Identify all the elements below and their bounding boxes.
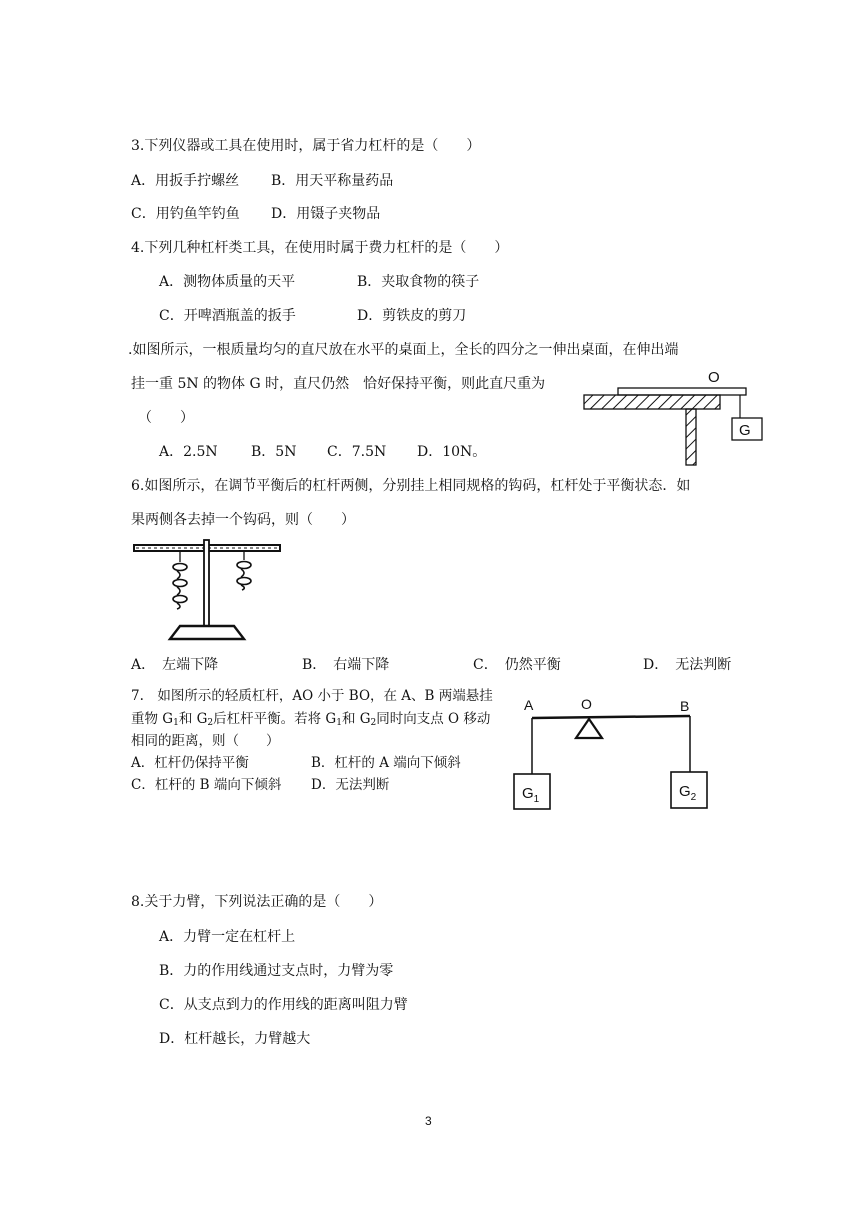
q5-option-b: B．5N — [251, 444, 297, 460]
q8-stem: 8.关于力臂，下列说法正确的是（ ） — [131, 894, 383, 910]
q5-option-a: A．2.5N — [159, 444, 218, 460]
q3-option-d: D．用镊子夹物品 — [271, 206, 381, 222]
q7-option-d: D．无法判断 — [311, 777, 390, 793]
label-o: O — [581, 696, 592, 712]
lever-beam — [532, 716, 690, 718]
stand-pole — [204, 540, 209, 626]
weight-label-g: G — [739, 422, 751, 439]
q3-option-c: C．用钓鱼竿钓鱼 — [131, 206, 240, 222]
q4-stem: 4.下列几种杠杆类工具，在使用时属于费力杠杆的是（ ） — [131, 240, 509, 256]
q6-option-c: C． 仍然平衡 — [473, 657, 561, 673]
q5-ruler-table-figure — [580, 362, 780, 466]
right-hook-weights — [237, 562, 251, 591]
q8-option-b: B．力的作用线通过支点时，力臂为零 — [159, 963, 394, 979]
left-hook-weights — [173, 564, 187, 610]
q4-option-c: C．开啤酒瓶盖的扳手 — [159, 308, 296, 324]
table-leg — [686, 409, 696, 465]
q7-option-c: C．杠杆的 B 端向下倾斜 — [131, 777, 282, 793]
fulcrum — [576, 719, 602, 738]
q5-stem-line2: 挂一重 5N 的物体 G 时，直尺仍然 恰好保持平衡，则此直尺重为 — [131, 376, 546, 392]
q5-stem-line3: （ ） — [138, 410, 194, 426]
q3-stem: 3.下列仪器或工具在使用时，属于省力杠杆的是（ ） — [131, 138, 481, 154]
table-top — [584, 395, 720, 409]
ruler — [618, 388, 746, 395]
q6-option-b: B． 右端下降 — [302, 657, 390, 673]
q6-stem-line2: 果两侧各去掉一个钩码，则（ ） — [131, 512, 355, 528]
q4-option-a: A．测物体质量的天平 — [159, 274, 296, 290]
ruler-label-o: O — [708, 369, 720, 386]
q3-option-a: A．用扳手拧螺丝 — [131, 173, 240, 189]
q7-lever-figure — [510, 694, 716, 816]
q6-lever-stand-figure — [130, 536, 286, 644]
label-b: B — [680, 698, 690, 714]
q5-option-d: D．10N。 — [417, 444, 487, 460]
q7-stem-line1: 7. 如图所示的轻质杠杆，AO 小于 BO，在 A、B 两端悬挂 — [131, 688, 493, 704]
g2-subscript: 2 — [690, 792, 697, 803]
q8-option-c: C．从支点到力的作用线的距离叫阻力臂 — [159, 997, 408, 1013]
q6-stem-line1: 6.如图所示，在调节平衡后的杠杆两侧，分别挂上相同规格的钩码，杠杆处于平衡状态．如 — [131, 478, 691, 494]
q5-stem-line1: .如图所示，一根质量均匀的直尺放在水平的桌面上，全长的四分之一伸出桌面，在伸出端 — [128, 342, 679, 358]
q5-option-c: C．7.5N — [327, 444, 387, 460]
q6-option-a: A． 左端下降 — [131, 657, 219, 673]
q7-stem-line2: 重物 $G_1$和 $G_2$后杠杆平衡。若将 $G_1$和 $G_2$同时向支点 O 移动 — [131, 711, 491, 728]
g2-label: G — [679, 783, 691, 800]
q4-option-d: D．剪铁皮的剪刀 — [357, 308, 467, 324]
q8-option-a: A．力臂一定在杠杆上 — [159, 929, 296, 945]
q4-option-b: B．夹取食物的筷子 — [357, 274, 480, 290]
q3-option-b: B．用天平称量药品 — [271, 173, 394, 189]
q8-option-d: D．杠杆越长，力臂越大 — [159, 1031, 311, 1047]
g1-label: G — [522, 785, 534, 802]
page-number: 3 — [425, 1114, 432, 1128]
stand-base — [170, 626, 244, 639]
q7-option-b: B．杠杆的 A 端向下倾斜 — [311, 755, 461, 771]
g1-subscript: 1 — [533, 794, 540, 805]
q7-option-a: A．杠杆仍保持平衡 — [131, 755, 249, 771]
q6-option-d: D． 无法判断 — [643, 657, 732, 673]
q7-stem-line3: 相同的距离，则（ ） — [131, 733, 280, 749]
label-a: A — [524, 697, 534, 713]
